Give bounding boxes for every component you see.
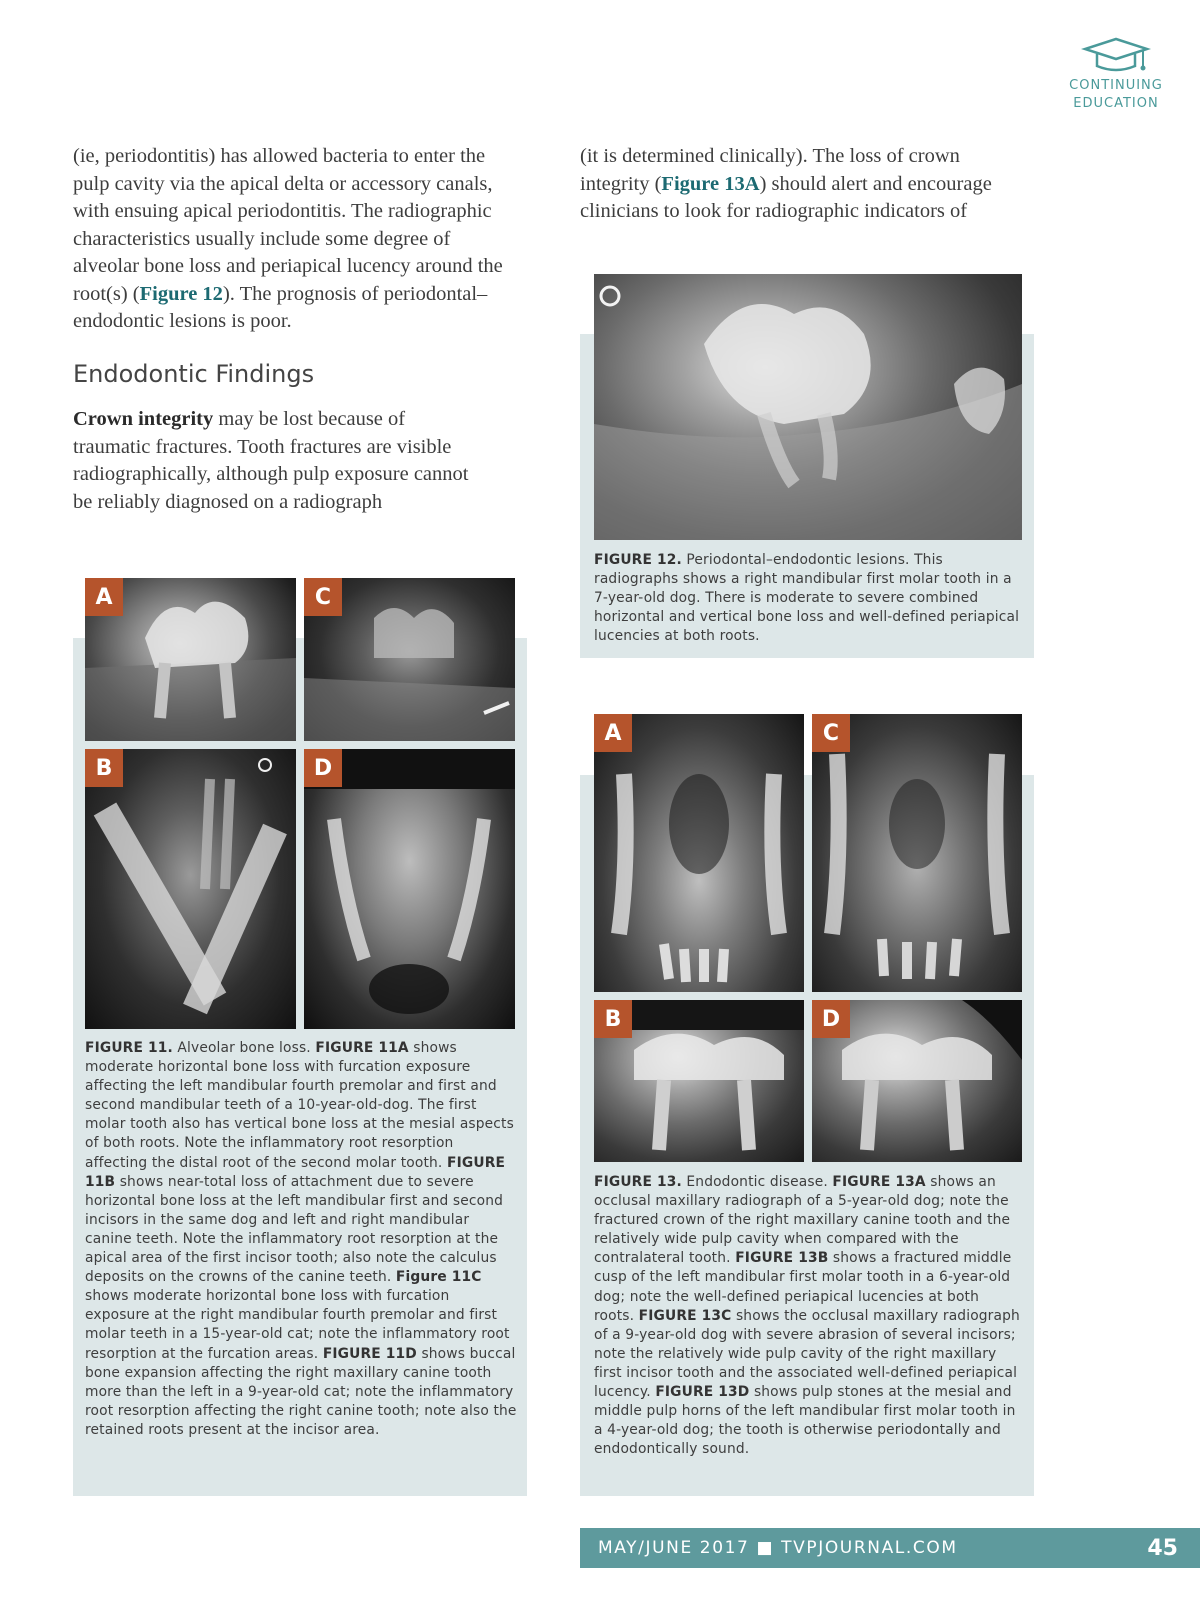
figure-11b-label: B — [85, 749, 123, 787]
figure-13d-radiograph — [812, 1000, 1022, 1162]
graduation-cap-icon — [1081, 36, 1151, 76]
figure-13-caption — [594, 1173, 1022, 1459]
figure-11-caption-text-1: Alveolar bone loss. — [172, 1040, 316, 1056]
left-paragraph-2-text: may be lost because of traumatic fractures. Tooth fractures are visible radiographically, although pulp exposure cannot be reliably diagnosed on a radiograph — [73, 408, 469, 513]
figure-11-caption-text-5: shows buccal bone expansion affecting the right maxillary canine tooth more than the left in a 9-year-old cat; note the inflammatory root resorption affecting the right canine tooth; note also the retained roots present at the incisor area. — [85, 1345, 517, 1438]
figure-13a-shapes — [594, 714, 804, 992]
figure-11c-caption-label: Figure 11C — [395, 1269, 482, 1286]
figure-11-caption — [85, 1039, 517, 1440]
figure-11d-label: D — [304, 749, 342, 787]
right-paragraph-1-text: (it is determined clinically). The loss of crown integrity ( — [580, 145, 960, 195]
figure-13-caption-text-3: shows a fractured middle cusp of the left mandibular first molar tooth in a 6-year-old dog; note the well-defined periapical lucencies at both roots. — [594, 1250, 1012, 1324]
badge-line-1: CONTINUING — [1069, 78, 1163, 93]
figure-13a-label: A — [594, 714, 632, 752]
right-paragraph-1-text-end: ) should alert and encourage clinicians to look for radiographic indicators of — [580, 172, 992, 222]
figure-11a-caption-label: FIGURE 11A — [315, 1040, 409, 1056]
left-paragraph-1 — [73, 143, 513, 336]
figure-13-caption-text-4: shows the occlusal maxillary radiograph of a 9-year-old dog with severe abrasion of several incisors; note the relatively wide pulp cavity of the right maxillary first incisor tooth and the associated well-defined periapical lucency. — [594, 1307, 1020, 1401]
crown-integrity-lead: Crown integrity — [73, 408, 214, 430]
section-heading-endodontic-findings: Endodontic Findings — [73, 360, 315, 388]
figure-13c-caption-label: FIGURE 13C — [638, 1307, 732, 1324]
figure-13a-link[interactable]: Figure 13A — [661, 172, 760, 195]
figure-13b-label: B — [594, 1000, 632, 1038]
figure-13-caption-label: FIGURE 13. — [594, 1174, 682, 1190]
figure-12-caption — [594, 551, 1020, 646]
figure-13c-shapes — [812, 714, 1022, 992]
figure-12-radiograph — [594, 274, 1022, 540]
figure-11a-label: A — [85, 578, 123, 616]
figure-13b-radiograph — [594, 1000, 804, 1162]
figure-11-caption-label: FIGURE 11. — [85, 1040, 173, 1056]
figure-13a-caption-label: FIGURE 13A — [832, 1174, 926, 1190]
figure-11b-radiograph — [85, 749, 296, 1029]
figure-13-caption-text-2: shows an occlusal maxillary radiograph of a 5-year-old dog; note the fractured crown of the right maxillary canine tooth and the relatively wide pulp cavity when compared with the contralateral tooth. — [594, 1174, 1011, 1267]
figure-11b-caption-label: FIGURE 11B — [85, 1154, 506, 1190]
figure-13d-caption-label: FIGURE 13D — [655, 1384, 750, 1401]
figure-11c-label: C — [304, 578, 342, 616]
figure-13b-caption-label: FIGURE 13B — [735, 1250, 829, 1267]
footer-bar — [580, 1528, 1200, 1568]
figure-13-caption-text-1: Endodontic disease. — [681, 1174, 833, 1190]
figure-11a-radiograph — [85, 578, 296, 741]
left-paragraph-1-text: (ie, periodontitis) has allowed bacteria to enter the pulp cavity via the apical delta or accessory canals, with ensuing apical periodontitis. The radiographic characteristics usually include some degree of alveolar bone loss and periapical lucency around the root(s) ( — [73, 145, 503, 305]
figure-12-caption-label: FIGURE 12. — [594, 552, 682, 568]
figure-12-caption-text: Periodontal–endodontic lesions. This radiographs shows a right mandibular first molar tooth in a 7-year-old dog. There is moderate to severe combined horizontal and vertical bone loss and well-defined periapical lucencies at both roots. — [594, 552, 1020, 645]
figure-11d-shapes — [304, 749, 515, 1029]
figure-11d-caption-label: FIGURE 11D — [322, 1345, 417, 1362]
left-paragraph-1-text-end: ). The prognosis of periodontal–endodontic lesions is poor. — [73, 282, 488, 332]
badge-line-2: EDUCATION — [1073, 96, 1159, 111]
figure-13c-radiograph — [812, 714, 1022, 992]
figure-12-link[interactable]: Figure 12 — [139, 282, 223, 305]
figure-11c-radiograph — [304, 578, 515, 741]
left-paragraph-2 — [73, 406, 483, 516]
page-number: 45 — [1147, 1535, 1178, 1561]
figure-12-radiograph-shapes — [594, 274, 1022, 540]
footer-journal[interactable]: MAY/JUNE 2017 ■ TVPJOURNAL.COM — [598, 1538, 958, 1558]
figure-13-caption-text-5: shows pulp stones at the mesial and middle pulp horns of the left mandibular first molar tooth in a 4-year-old dog; the tooth is otherwise periodontally and endodontically sound. — [594, 1384, 1016, 1458]
figure-13d-label: D — [812, 1000, 850, 1038]
right-paragraph-1 — [580, 143, 1020, 226]
continuing-education-badge — [1056, 36, 1176, 112]
figure-11-caption-text-3: shows near-total loss of attachment due to severe horizontal bone loss at the left mandibular first and second incisors in the same dog and left and right mandibular canine teeth. Note the inflammatory root resorption at the apical area of the first incisor tooth; also note the calculus deposits on the crowns of the canine teeth. — [85, 1173, 504, 1286]
figure-11b-shapes — [85, 749, 296, 1029]
figure-11-caption-text-4: shows moderate horizontal bone loss with furcation exposure at the right mandibular fourth premolar and first molar teeth in a 15-year-old cat; note the inflammatory root resorption at the furcation areas. — [85, 1288, 510, 1362]
figure-13a-radiograph — [594, 714, 804, 992]
figure-11d-radiograph — [304, 749, 515, 1029]
figure-13c-label: C — [812, 714, 850, 752]
figure-11-caption-text-2: shows moderate horizontal bone loss with furcation exposure affecting the left mandibular fourth premolar and first and second mandibular teeth of a 10-year-old-dog. The first molar tooth also has vertical bone loss at the mesial aspects of both roots. Note the inflammatory root resorption affecting the distal root of the second molar tooth. — [85, 1040, 514, 1171]
